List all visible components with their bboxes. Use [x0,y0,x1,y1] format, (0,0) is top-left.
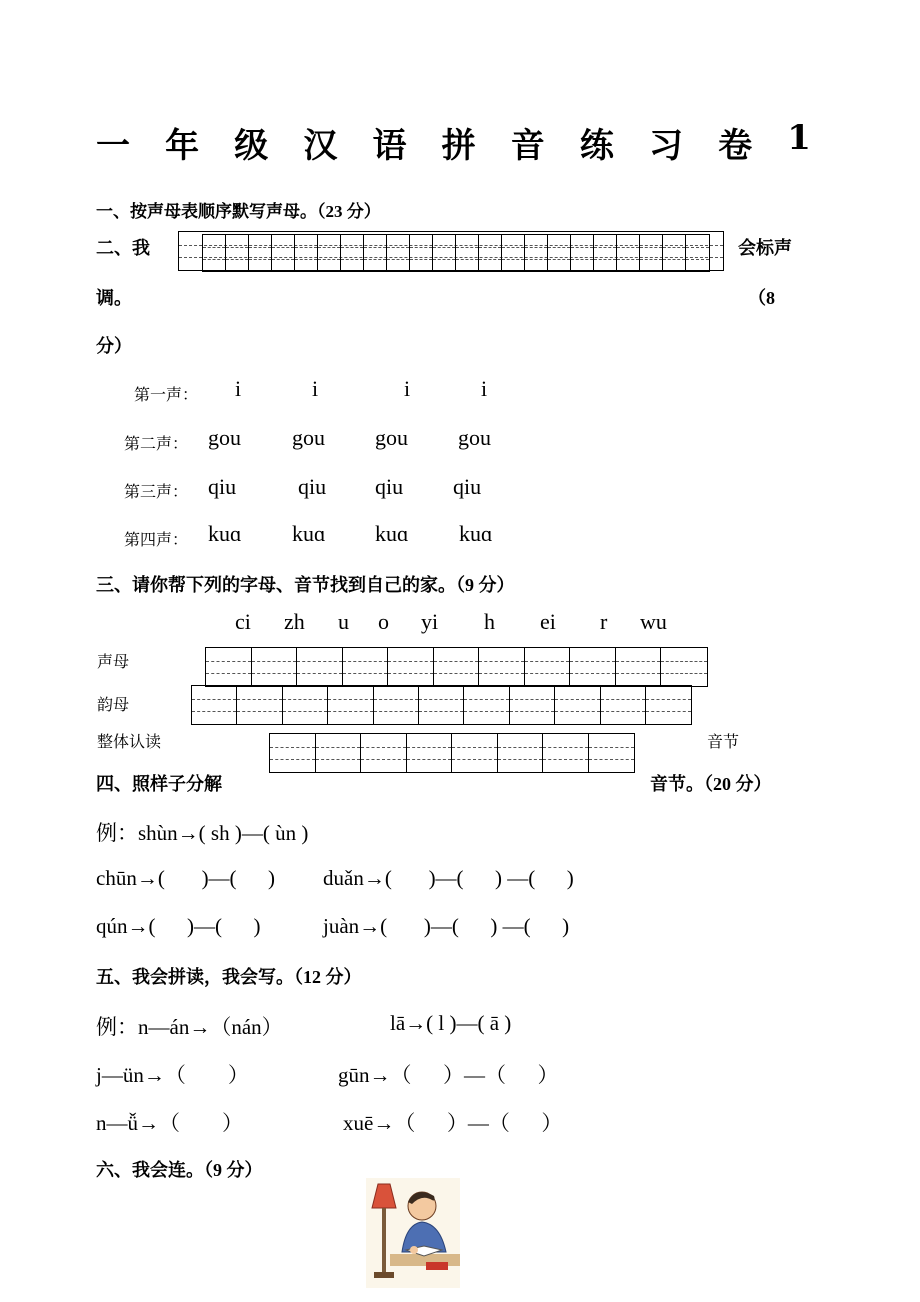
section-2-heading-c: 调。 [96,288,132,308]
syllable: wu [640,609,667,634]
section-2-heading-d: （8 [748,288,775,308]
section-2-heading-b: 会标声 [738,238,792,258]
syllable: ci [235,609,251,634]
page-title [96,118,811,167]
writing-grid-1[interactable] [202,234,710,272]
s4-example: 例：shùn→( sh )—( ùn ) [96,821,309,845]
tone-item: i [481,376,488,401]
yunmu-label: 韵母 [97,695,130,714]
section-2-heading-e: 分） [96,336,132,356]
section-6-heading: 六、我会连。（9 分） [96,1160,263,1180]
shengmu-label: 声母 [97,652,130,671]
s5-row1-left: j—ün→（ ） [96,1063,249,1087]
section-4-heading-b: 音节。（20 分） [650,774,772,794]
title-char: 级 [234,126,269,166]
tone-item: qiu [453,474,482,499]
tone-item: gou [375,425,408,450]
syllable: u [338,609,349,634]
shengmu-grid[interactable] [205,647,708,687]
s4-row2-left: qún→( )—( ) [96,914,261,938]
title-char: 练 [579,126,614,166]
title-char: 一 [96,126,130,166]
section-2-heading-a: 二、我 [96,238,150,258]
tone-item: kuɑ [375,521,409,546]
title-char: 1 [787,118,811,158]
syllable: zh [284,609,305,634]
tone-label-3: 第三声： [124,482,189,501]
syllable: yi [421,609,439,634]
tone-item: gou [208,425,241,450]
section-5-heading: 五、我会拼读，我会写。（12 分） [96,967,362,987]
title-char: 语 [372,126,407,166]
tone-item: kuɑ [459,521,493,546]
s4-row2-right: juàn→( )—( ) —( ) [323,914,570,938]
tone-item: i [235,376,242,401]
tone-item: kuɑ [292,521,326,546]
syllable: o [378,609,389,634]
title-char: 拼 [441,126,476,166]
s5-row1-right: gūn→（ ）—（ ） [338,1063,559,1087]
tone-item: gou [292,425,325,450]
syllable: ei [540,609,556,634]
yinjie-label: 音节 [707,732,740,751]
yunmu-grid[interactable] [191,685,692,725]
s5-example-2: lā→( l )—( ā ) [390,1011,512,1035]
s4-row1-left: chūn→( )—( ) [96,866,276,890]
tone-label-1: 第一声： [134,385,199,404]
tone-item: i [312,376,319,401]
title-char: 习 [649,126,683,166]
title-char: 汉 [303,126,338,166]
zhengti-label: 整体认读 [97,732,162,751]
tone-item: qiu [298,474,327,499]
s4-row1-right: duǎn→( )—( ) —( ) [323,866,574,890]
s5-row2-right: xuē→（ ）—（ ） [343,1111,563,1135]
tone-label-2: 第二声： [124,434,189,453]
child-reading-illustration [366,1178,460,1288]
title-char: 音 [510,126,545,166]
tone-item: qiu [208,474,237,499]
section-1-heading: 一、按声母表顺序默写声母。（23 分） [96,202,381,221]
tone-item: qiu [375,474,404,499]
zhengti-grid[interactable] [269,733,635,773]
syllable: r [600,609,608,634]
s5-row2-left: n—ǚ→（ ） [96,1111,243,1135]
s5-example-1: 例：n—án→（nán） [96,1015,283,1039]
tone-item: gou [458,425,491,450]
tone-label-4: 第四声： [124,530,189,549]
syllable: h [484,609,495,634]
tone-item: i [404,376,411,401]
title-char: 年 [165,126,200,166]
section-3-heading: 三、请你帮下列的字母、音节找到自己的家。（9 分） [96,575,515,595]
tone-item: kuɑ [208,521,242,546]
title-char: 卷 [718,126,753,166]
section-4-heading-a: 四、照样子分解 [96,774,222,794]
